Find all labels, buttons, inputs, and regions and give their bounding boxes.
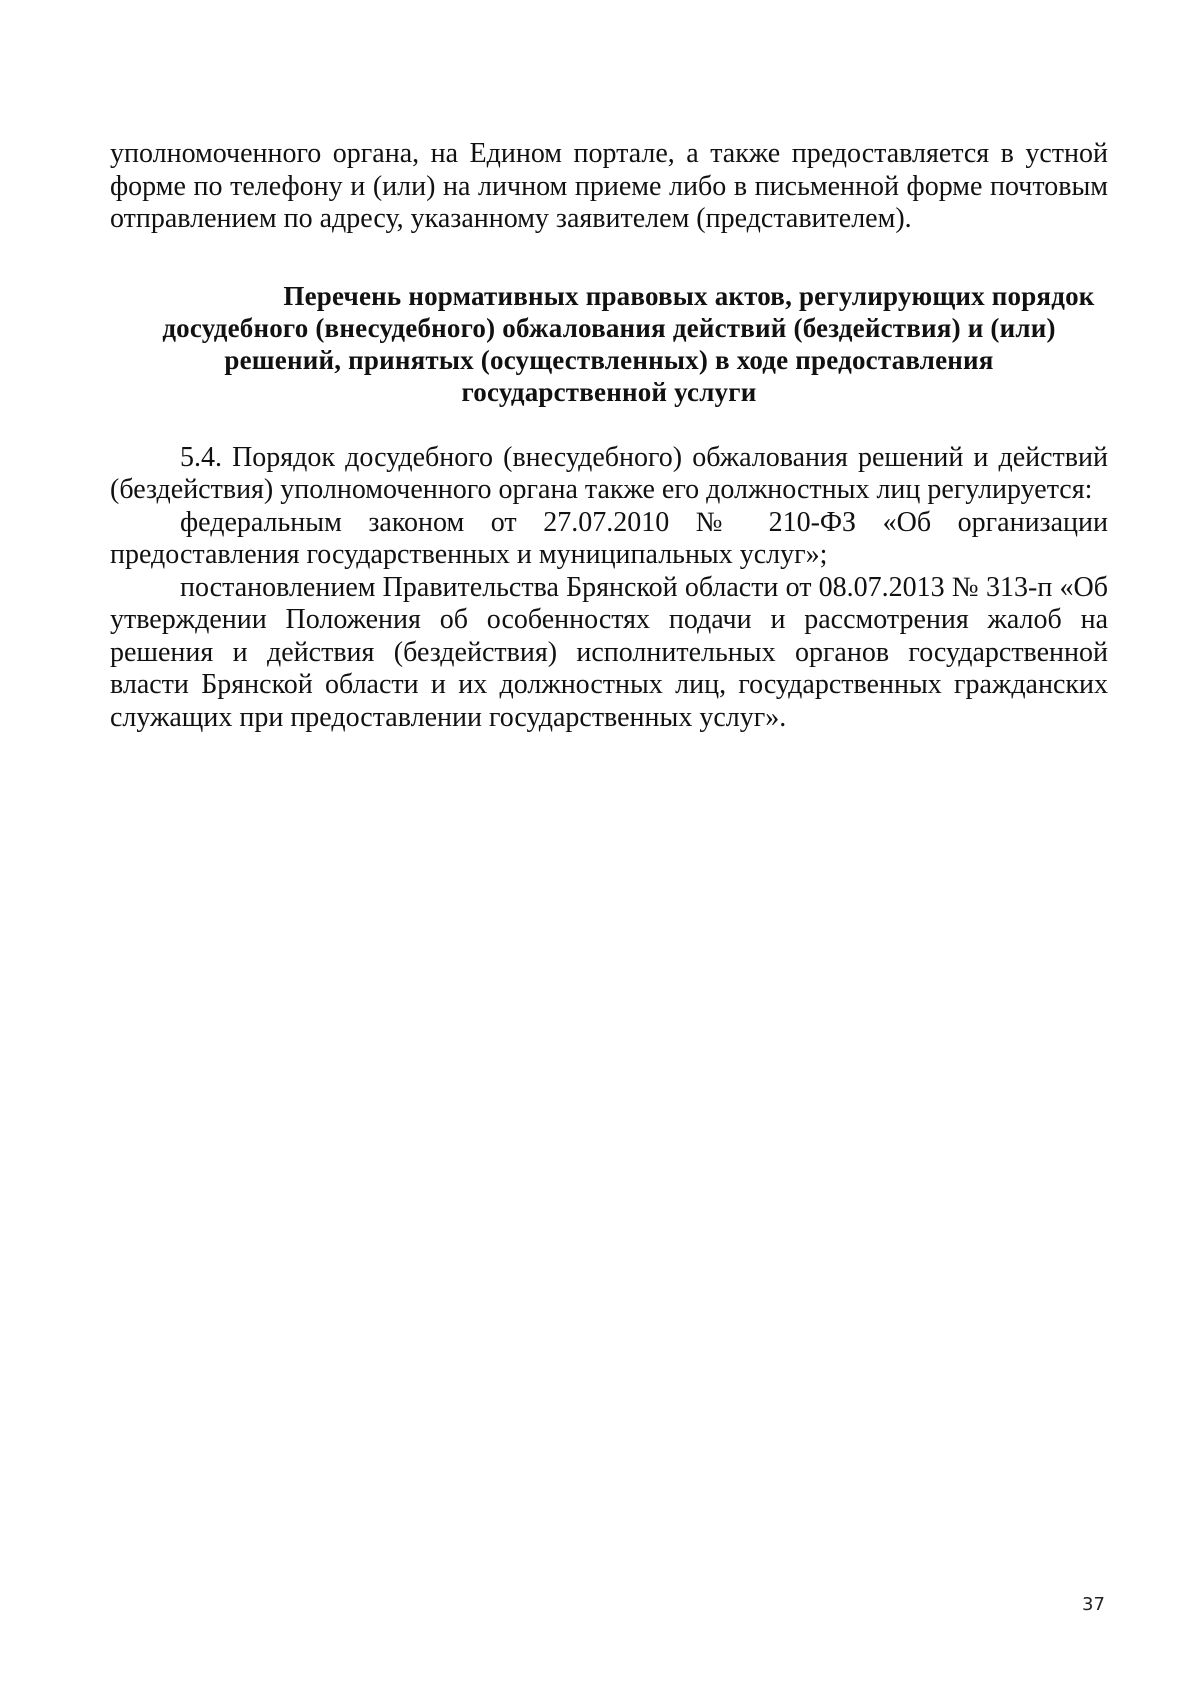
paragraph-resolution: постановлением Правительства Брянской области от 08.07.2013 № 313-п «Об утверждении Положения об особенностях подачи и рассмотрения жалоб на решения и действия (бездействия) исполнительных органов государственной власти Брянской области и их должностных лиц, государственных гражданских служащих при предоставлении государственных услуг». <box>110 571 1108 733</box>
page-number: 37 <box>1082 1594 1105 1615</box>
heading-line: решений, принятых (осуществленных) в ходе предоставления <box>224 344 994 375</box>
section-heading <box>110 280 1108 408</box>
heading-line: досудебного (внесудебного) обжалования действий (бездействия) и (или) <box>162 312 1056 343</box>
heading-line: Перечень нормативных правовых актов, регулирующих порядок <box>283 280 1095 311</box>
paragraph-5-4: 5.4. Порядок досудебного (внесудебного) обжалования решений и действий (бездействия) уполномоченного органа также его должностных лиц регулируется: <box>110 441 1108 505</box>
paragraph-federal-law: федеральным законом от 27.07.2010 № 210-ФЗ «Об организации предоставления государственных и муниципальных услуг»; <box>110 506 1108 570</box>
page-content <box>110 138 1108 734</box>
intro-paragraph: уполномоченного органа, на Едином портале, а также предоставляется в устной форме по телефону и (или) на личном приеме либо в письменной форме почтовым отправлением по адресу, указанному заявителем (представителем). <box>110 138 1108 234</box>
heading-line: государственной услуги <box>461 376 757 407</box>
